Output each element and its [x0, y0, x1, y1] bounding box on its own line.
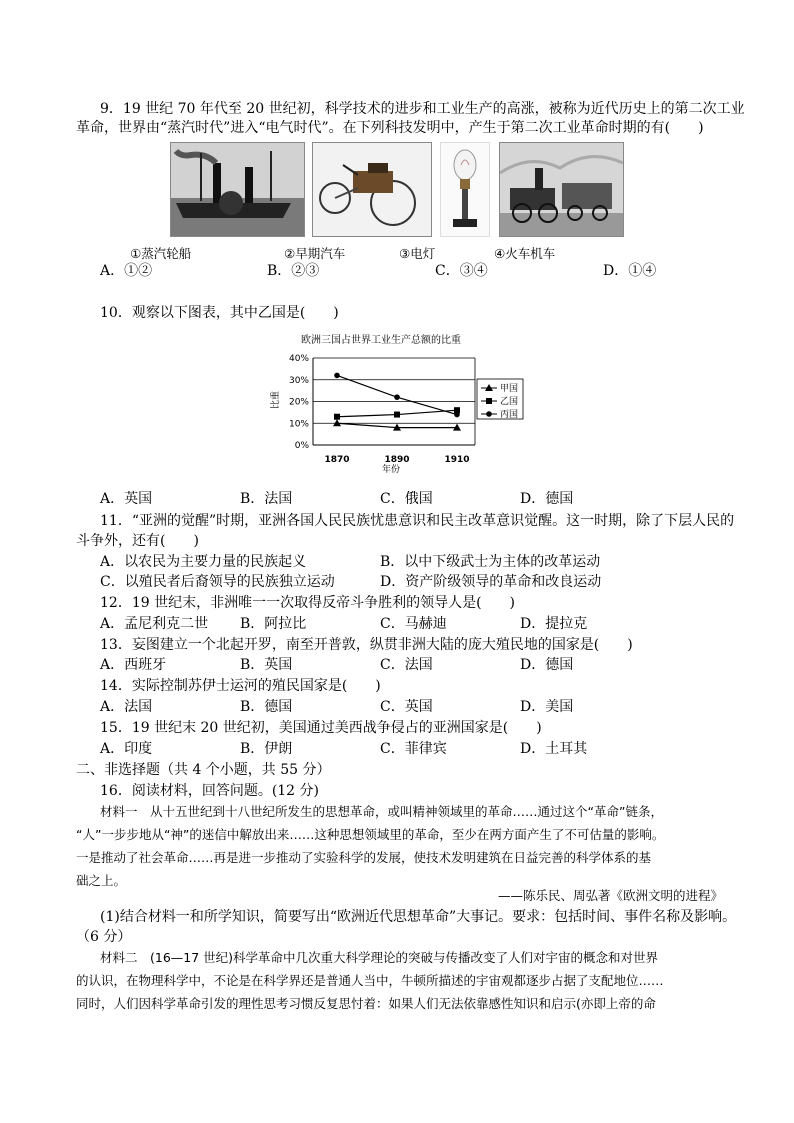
q10-option-b: B．法国	[240, 491, 293, 507]
q15-stem: 15．19 世纪末 20 世纪初，美国通过美西战争侵占的亚洲国家是( )	[100, 720, 542, 736]
q13-option-c: C．法国	[380, 657, 433, 673]
q15-option-b: B．伊朗	[240, 741, 293, 757]
q11-stem-line1: 11．“亚洲的觉醒”时期，亚洲各国人民民族忧患意识和民主改革意识觉醒。这一时期，除了下层人民的	[100, 513, 735, 529]
legend-label: 甲国	[500, 384, 519, 394]
q15-option-d: D．土耳其	[520, 741, 588, 757]
q10-option-d: D．德国	[520, 491, 574, 507]
q13-option-a: A．西班牙	[100, 657, 167, 673]
y-tick-label: 30%	[288, 375, 309, 386]
q12-option-b: B．阿拉比	[240, 616, 307, 632]
q11-option-a: A．以农民为主要力量的民族起义	[100, 554, 307, 570]
legend-marker	[486, 411, 492, 417]
q12-stem: 12．19 世纪末，非洲唯一一次取得反帝斗争胜利的领导人是( )	[100, 595, 516, 611]
light-bulb-image	[440, 142, 490, 237]
data-point	[334, 414, 340, 420]
material1-line2: “人”一步步地从“神”的迷信中解放出来……这种思想领域里的革命，至少在两方面产生了不可估量的影响。	[76, 827, 665, 842]
material2-line2: 的认识，在物理科学中，不论是在科学界还是普通人当中，牛顿所描述的宇宙观都逐步占据了支配地位……	[76, 973, 664, 988]
q9-stem-line2: 革命，世界由“蒸汽时代”进入“电气时代”。在下列科技发明中，产生于第二次工业革命时期的有( )	[76, 120, 704, 136]
q15-option-c: C．菲律宾	[380, 741, 447, 757]
q12-option-a: A．孟尼利克二世	[100, 616, 209, 632]
q14-option-d: D．美国	[520, 699, 574, 715]
q15-option-a: A．印度	[100, 741, 153, 757]
early-car-image	[312, 142, 432, 237]
q12-option-d: D．提拉克	[520, 616, 588, 632]
q11-option-c: C．以殖民者后裔领导的民族独立运动	[100, 574, 335, 590]
data-point	[333, 419, 341, 426]
q9-stem-line1: 9．19 世纪 70 年代至 20 世纪初，科学技术的进步和工业生产的高涨，被称为近代历史上的第二次工业	[100, 101, 745, 117]
locomotive-image	[499, 142, 624, 237]
steamship-image	[170, 142, 305, 237]
q9-option-b: B．②③	[267, 263, 320, 279]
line-chart	[265, 330, 525, 480]
legend-marker	[486, 398, 492, 404]
chart-xlabel: 年份	[381, 465, 401, 475]
y-tick-label: 20%	[288, 397, 309, 408]
data-point	[454, 412, 460, 418]
data-point	[394, 412, 400, 418]
y-tick-label: 40%	[288, 354, 309, 364]
q11-option-d: D．资产阶级领导的革命和改良运动	[380, 574, 602, 590]
legend-label: 乙国	[500, 397, 519, 407]
q9-option-a: A．①②	[100, 263, 153, 279]
q13-option-d: D．德国	[520, 657, 574, 673]
x-tick-label: 1870	[324, 455, 350, 465]
q14-option-a: A．法国	[100, 699, 153, 715]
q10-stem: 10．观察以下图表，其中乙国是( )	[100, 305, 339, 321]
material2-line3: 同时，人们因科学革命引发的理性思考习惯反复思忖着：如果人们无法依靠感性知识和启示(亦即上帝的命	[76, 996, 656, 1011]
chart-title: 欧洲三国占世界工业生产总额的比重	[301, 335, 461, 346]
q16-sub1-line1: (1)结合材料一和所学知识，简要写出“欧洲近代思想革命”大事记。要求：包括时间、事件名称及影响。	[100, 909, 737, 925]
q13-stem: 13．妄图建立一个北起开罗，南至开普敦，纵贯非洲大陆的庞大殖民地的国家是( )	[100, 637, 633, 653]
x-tick-label: 1890	[384, 455, 410, 465]
y-tick-label: 0%	[294, 441, 309, 451]
q14-stem: 14．实际控制苏伊士运河的殖民国家是( )	[100, 678, 381, 694]
x-tick-label: 1910	[444, 455, 470, 465]
data-point	[394, 394, 400, 400]
q16-sub1-line2: （6 分）	[76, 929, 132, 945]
q16-stem: 16．阅读材料，回答问题。(12 分)	[100, 783, 320, 799]
q10-option-c: C．俄国	[380, 491, 433, 507]
material1-source: ——陈乐民、周弘著《欧洲文明的进程》	[498, 888, 724, 903]
section-heading: 二、非选择题（共 4 个小题，共 55 分）	[76, 762, 331, 778]
material1-line1: 材料一 从十五世纪到十八世纪所发生的思想革命，或叫精神领域里的革命……通过这个“革命”链条，	[100, 804, 663, 819]
q9-option-c: C．③④	[435, 263, 488, 279]
q10-option-a: A．英国	[100, 491, 153, 507]
q9-option-d: D．①④	[603, 263, 657, 279]
q11-option-b: B．以中下级武士为主体的改革运动	[380, 554, 601, 570]
q9-caption-2: ②早期汽车	[284, 246, 346, 261]
legend-label: 丙国	[500, 410, 519, 420]
q14-option-b: B．德国	[240, 699, 293, 715]
material1-line3: 一是推动了社会革命……再是进一步推动了实验科学的发展，使技术发明建筑在日益完善的科学体系的基	[76, 850, 652, 865]
q9-caption-3: ③电灯	[399, 246, 436, 261]
q14-option-c: C．英国	[380, 699, 433, 715]
material1-line4: 础之上。	[76, 873, 127, 888]
material2-line1: 材料二 (16—17 世纪)科学革命中几次重大科学理论的突破与传播改变了人们对宇宙的概念和对世界	[100, 950, 659, 965]
q11-stem-line2: 斗争外，还有( )	[76, 533, 199, 549]
q9-caption-1: ①蒸汽轮船	[130, 246, 192, 261]
q13-option-b: B．英国	[240, 657, 293, 673]
y-tick-label: 10%	[288, 419, 309, 430]
q12-option-c: C．马赫迪	[380, 616, 447, 632]
q9-caption-4: ④火车机车	[494, 246, 556, 261]
data-point	[334, 373, 340, 379]
chart-ylabel: 比重	[271, 390, 281, 410]
